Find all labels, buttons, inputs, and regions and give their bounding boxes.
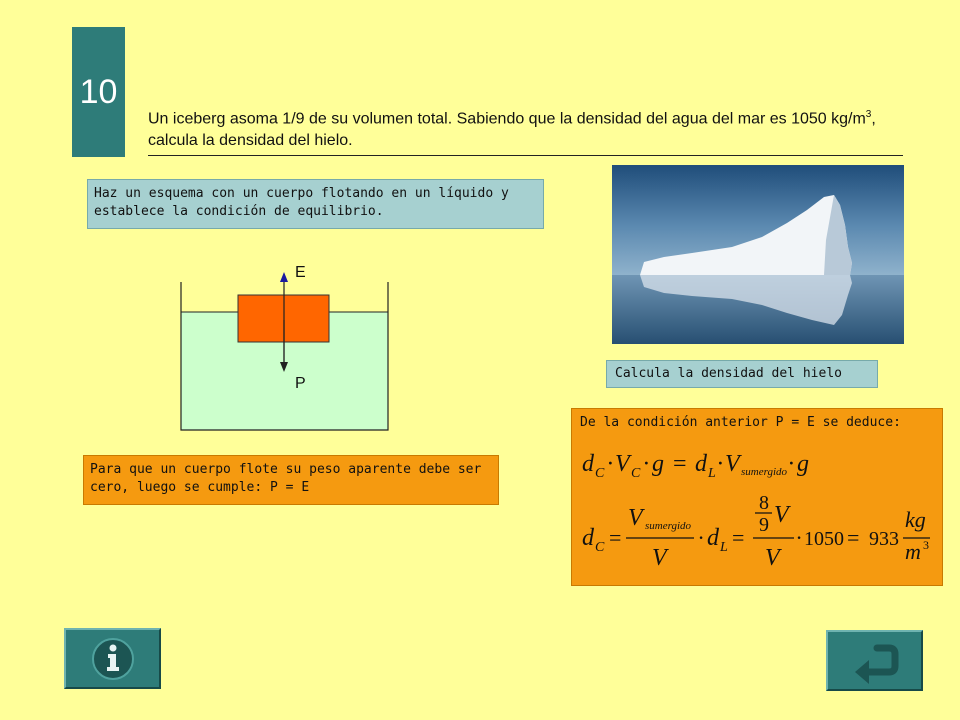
eq2-d: d — [582, 525, 594, 551]
back-button[interactable] — [826, 630, 923, 691]
eq2-dot-2: · — [796, 525, 802, 550]
eq2-eight: 8 — [759, 492, 769, 514]
solution-formulas — [572, 409, 944, 587]
eq2-v-den-2: V — [765, 545, 780, 571]
eq2-equals-2: = — [732, 525, 745, 550]
eq1-equals: = — [673, 451, 687, 477]
floating-body-diagram — [178, 260, 393, 435]
eq2-submerged-subscript: sumergido — [645, 520, 692, 532]
statement-text-end: , calcula la densidad del hielo. — [148, 110, 876, 150]
info-icon — [87, 636, 139, 682]
eq2-dot-1: · — [698, 525, 704, 550]
solution-box — [571, 408, 943, 586]
eq2-value: 1050 — [804, 528, 844, 550]
weight-label: P — [295, 375, 306, 392]
hint-equilibrium-box — [83, 455, 499, 505]
eq2-unit-m: m — [905, 539, 921, 564]
eq1-g: g — [652, 451, 664, 477]
buoyancy-arrow-head — [280, 272, 288, 282]
eq1-c-subscript-2: C — [631, 466, 641, 481]
eq1-c-subscript: C — [595, 466, 605, 481]
hint-density-box — [606, 360, 878, 388]
statement-superscript: 3 — [865, 109, 872, 120]
buoyancy-label: E — [295, 264, 306, 281]
eq2-c-subscript: C — [595, 540, 605, 555]
eq2-l-subscript: L — [720, 540, 728, 555]
solution-intro-text: De la condición anterior P = E se deduce: — [580, 415, 901, 430]
eq1-l-subscript: L — [708, 466, 716, 481]
eq2-nine: 9 — [759, 514, 769, 536]
equation-1 — [582, 451, 809, 481]
hint-density-text: Calcula la densidad del hielo — [615, 366, 842, 381]
eq2-d-2: d — [707, 525, 719, 551]
eq2-unit-kg: kg — [905, 507, 926, 532]
eq2-equals-1: = — [609, 525, 622, 550]
problem-statement — [148, 104, 908, 152]
hint-scheme-text: Haz un esquema con un cuerpo flotando en un líquido y establece la condición de equilibrio. — [94, 186, 509, 219]
info-button[interactable] — [64, 628, 161, 689]
eq1-d-2: d — [695, 451, 707, 477]
statement-text: Un iceberg asoma 1/9 de su volumen total. Sabiendo que la densidad del agua del mar es 1050 kg/m — [148, 110, 866, 128]
eq2-v-num: V — [628, 505, 643, 531]
hint-equilibrium-text: Para que un cuerpo flote su peso aparente debe ser cero, luego se cumple: P = E — [90, 462, 482, 495]
eq1-dot-4: · — [788, 451, 794, 477]
eq1-dot-2: · — [643, 451, 649, 477]
eq1-g-2: g — [797, 451, 809, 477]
equation-2 — [582, 492, 930, 571]
eq2-v-num-2: V — [774, 502, 789, 528]
return-arrow-icon — [847, 638, 903, 684]
iceberg-photo — [612, 165, 904, 344]
eq2-equals-3: = — [847, 525, 860, 550]
eq1-dot: · — [607, 451, 613, 477]
eq2-v-den: V — [652, 545, 667, 571]
eq1-v-2: V — [725, 451, 740, 477]
eq2-result: 933 — [869, 528, 899, 550]
eq1-dot-3: · — [717, 451, 723, 477]
eq1-submerged-subscript: sumergido — [741, 466, 788, 478]
eq1-v: V — [615, 451, 630, 477]
eq2-unit-exponent: 3 — [923, 538, 929, 552]
statement-divider — [148, 155, 903, 156]
hint-scheme-box — [87, 179, 544, 229]
slide-number-box — [72, 27, 125, 157]
eq1-d: d — [582, 451, 594, 477]
slide-number: 10 — [79, 72, 118, 111]
